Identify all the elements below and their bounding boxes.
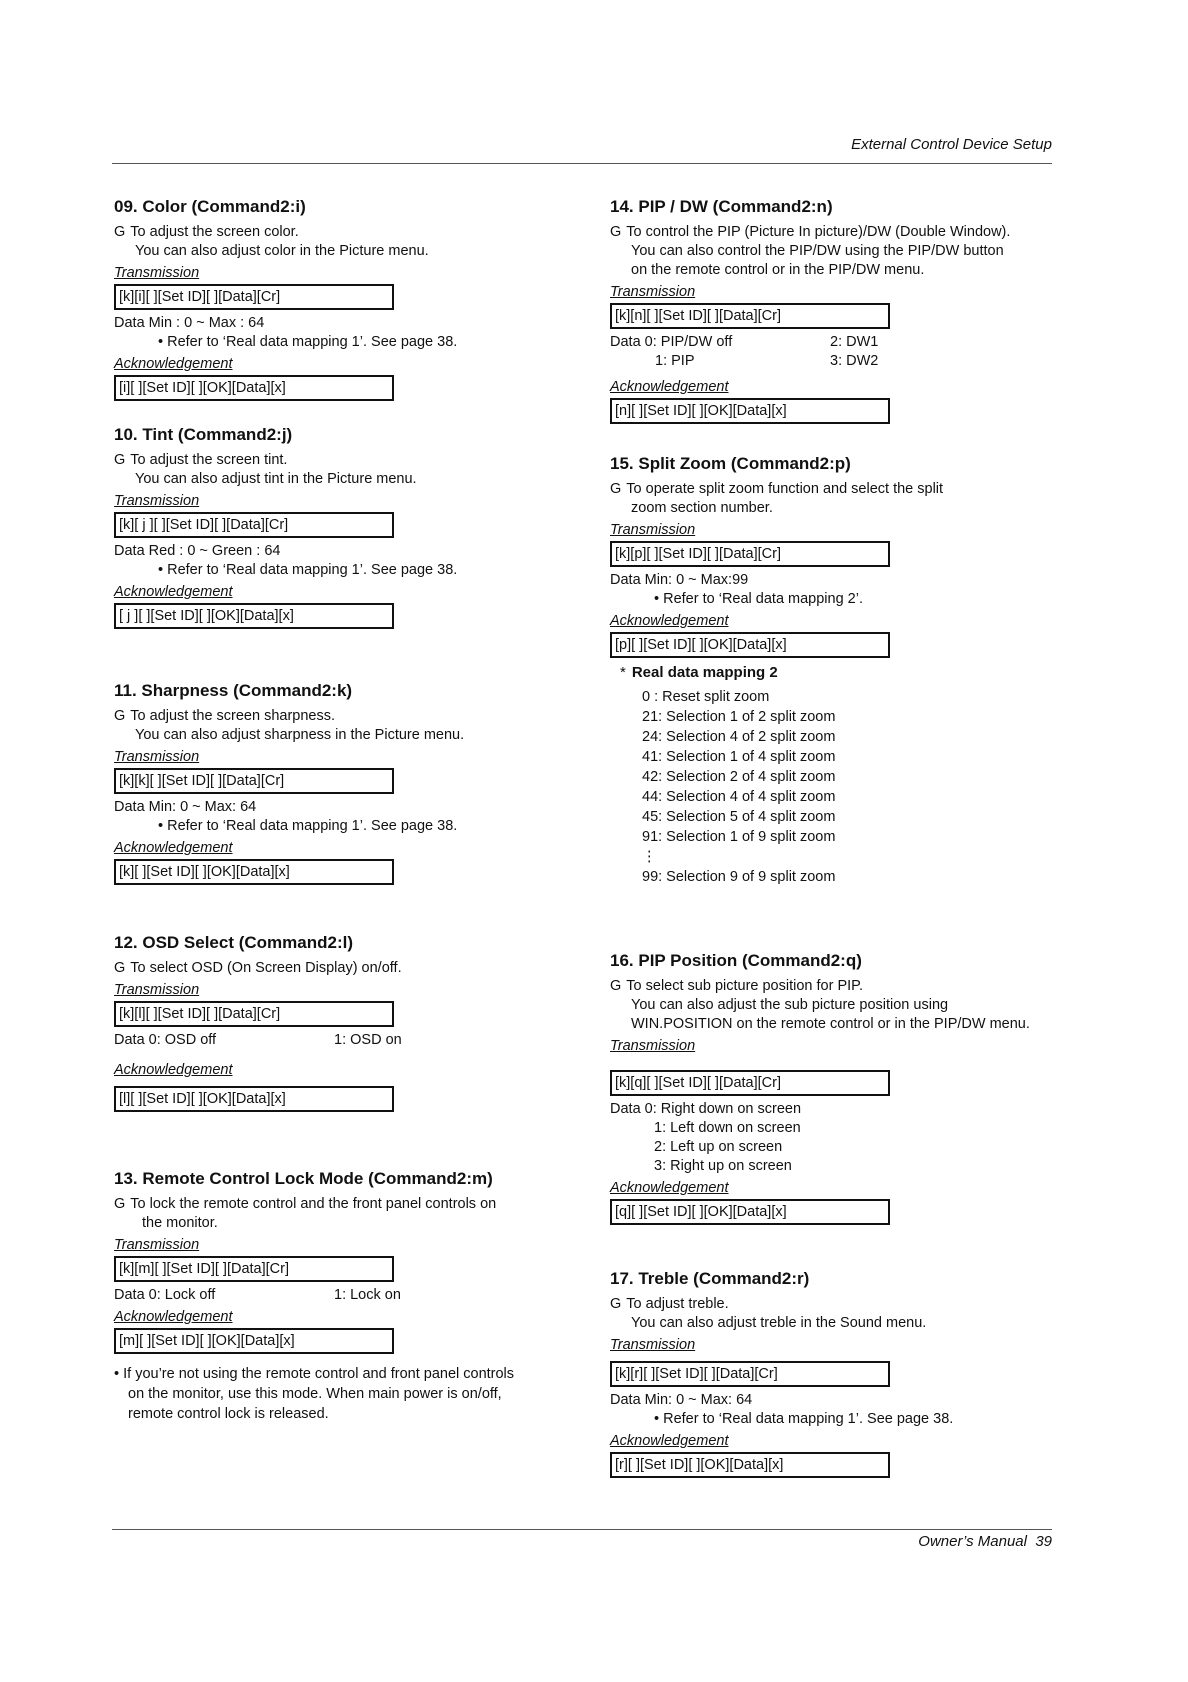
acknowledgement-box: [p][ ][Set ID][ ][OK][Data][x] bbox=[610, 632, 890, 658]
acknowledgement-box: [ j ][ ][Set ID][ ][OK][Data][x] bbox=[114, 603, 394, 629]
section-title: 16. PIP Position (Command2:q) bbox=[610, 951, 862, 970]
description: G To adjust the screen tint. You can also adjust tint in the Picture menu. bbox=[114, 452, 417, 487]
arrow-glyph: G bbox=[114, 1196, 126, 1212]
acknowledgement-box: [l][ ][Set ID][ ][OK][Data][x] bbox=[114, 1086, 394, 1112]
data-values: Data 0: Right down on screen bbox=[610, 1101, 802, 1117]
note: • Refer to ‘Real data mapping 1’. See page 38. bbox=[158, 818, 458, 834]
section-title: 09. Color (Command2:i) bbox=[114, 197, 306, 216]
section-remote-lock bbox=[114, 1169, 564, 1424]
acknowledgement-label: Acknowledgement bbox=[114, 840, 233, 856]
mapping-list bbox=[610, 687, 1060, 887]
section-title: 13. Remote Control Lock Mode (Command2:m) bbox=[114, 1169, 493, 1188]
description: G To select sub picture position for PIP. You can also adjust the sub picture position using WIN.POSITION on the remote control or in the PIP/DW menu. bbox=[610, 978, 1030, 1032]
section-title: 17. Treble (Command2:r) bbox=[610, 1269, 810, 1288]
acknowledgement-label: Acknowledgement bbox=[114, 1062, 233, 1078]
transmission-box: [k][m][ ][Set ID][ ][Data][Cr] bbox=[114, 1256, 394, 1282]
mapping-ellipsis: ⋮ bbox=[642, 849, 657, 865]
section-title: 10. Tint (Command2:j) bbox=[114, 425, 293, 444]
arrow-glyph: G bbox=[610, 1296, 622, 1312]
mapping-item: 99: Selection 9 of 9 split zoom bbox=[642, 869, 836, 885]
description: G To adjust the screen sharpness. You can also adjust sharpness in the Picture menu. bbox=[114, 708, 465, 743]
description: G To operate split zoom function and select the split zoom section number. bbox=[610, 481, 944, 516]
data-range: Data Min : 0 ~ Max : 64 bbox=[114, 315, 265, 331]
acknowledgement-label: Acknowledgement bbox=[610, 1433, 729, 1449]
mapping-item: 91: Selection 1 of 9 split zoom bbox=[642, 829, 836, 845]
mapping-item: 41: Selection 1 of 4 split zoom bbox=[642, 749, 836, 765]
arrow-glyph: G bbox=[114, 224, 126, 240]
left-column bbox=[114, 197, 564, 1424]
mapping-item: 44: Selection 4 of 4 split zoom bbox=[642, 789, 836, 805]
mapping-title: * Real data mapping 2 bbox=[620, 664, 778, 681]
right-column bbox=[610, 197, 1060, 1482]
arrow-glyph: G bbox=[114, 960, 126, 976]
page-footer: Owner’s Manual 39 bbox=[918, 1533, 1052, 1550]
transmission-label: Transmission bbox=[610, 1337, 696, 1353]
section-title: 12. OSD Select (Command2:l) bbox=[114, 933, 354, 952]
section-title: 15. Split Zoom (Command2:p) bbox=[610, 454, 851, 473]
data-range: Data Min: 0 ~ Max: 64 bbox=[610, 1392, 753, 1408]
transmission-box: [k][n][ ][Set ID][ ][Data][Cr] bbox=[610, 303, 890, 329]
section-sharpness bbox=[114, 681, 564, 933]
remote-lock-note: • If you’re not using the remote control and front panel controls on the monitor, use this mode. When main power is on/off, remote control lock is released. bbox=[114, 1366, 515, 1422]
transmission-box: [k][p][ ][Set ID][ ][Data][Cr] bbox=[610, 541, 890, 567]
mapping-item: 21: Selection 1 of 2 split zoom bbox=[642, 709, 836, 725]
description: G To lock the remote control and the front panel controls on the monitor. bbox=[114, 1196, 497, 1231]
note: • Refer to ‘Real data mapping 1’. See page 38. bbox=[158, 562, 458, 578]
transmission-label: Transmission bbox=[114, 1237, 200, 1253]
note: • Refer to ‘Real data mapping 2’. bbox=[654, 591, 864, 607]
data-values: Data 0: OSD off 1: OSD on bbox=[114, 1032, 402, 1048]
transmission-label: Transmission bbox=[114, 493, 200, 509]
description: G To adjust the screen color. You can also adjust color in the Picture menu. bbox=[114, 224, 429, 259]
description: G To control the PIP (Picture In picture)/DW (Double Window). You can also control the PIP/DW using the PIP/DW button on the remote control or in the PIP/DW menu. bbox=[610, 224, 1011, 278]
section-pip-dw bbox=[610, 197, 1060, 454]
section-osd bbox=[114, 933, 564, 1169]
data-values: 3: Right up on screen bbox=[654, 1158, 792, 1174]
transmission-label: Transmission bbox=[610, 1038, 696, 1054]
acknowledgement-box: [i][ ][Set ID][ ][OK][Data][x] bbox=[114, 375, 394, 401]
header-rule bbox=[112, 163, 1052, 164]
data-values: Data 0: PIP/DW off 2: DW1 bbox=[610, 334, 879, 350]
acknowledgement-box: [q][ ][Set ID][ ][OK][Data][x] bbox=[610, 1199, 890, 1225]
acknowledgement-box: [k][ ][Set ID][ ][OK][Data][x] bbox=[114, 859, 394, 885]
note: • Refer to ‘Real data mapping 1’. See page 38. bbox=[654, 1411, 954, 1427]
data-range: Data Min: 0 ~ Max: 64 bbox=[114, 799, 257, 815]
acknowledgement-label: Acknowledgement bbox=[610, 1180, 729, 1196]
transmission-label: Transmission bbox=[610, 284, 696, 300]
arrow-glyph: G bbox=[114, 708, 126, 724]
section-pip-position bbox=[610, 951, 1060, 1269]
section-title: 14. PIP / DW (Command2:n) bbox=[610, 197, 833, 216]
acknowledgement-box: [m][ ][Set ID][ ][OK][Data][x] bbox=[114, 1328, 394, 1354]
description: G To adjust treble. You can also adjust treble in the Sound menu. bbox=[610, 1296, 927, 1331]
section-title: 11. Sharpness (Command2:k) bbox=[114, 681, 353, 700]
footer-rule bbox=[112, 1529, 1052, 1530]
arrow-glyph: G bbox=[610, 978, 622, 994]
mapping-item: 0 : Reset split zoom bbox=[642, 689, 770, 705]
mapping-item: 45: Selection 5 of 4 split zoom bbox=[642, 809, 836, 825]
page-header: External Control Device Setup bbox=[851, 136, 1052, 153]
transmission-box: [k][l][ ][Set ID][ ][Data][Cr] bbox=[114, 1001, 394, 1027]
transmission-box: [k][ j ][ ][Set ID][ ][Data][Cr] bbox=[114, 512, 394, 538]
data-range: Data Red : 0 ~ Green : 64 bbox=[114, 543, 281, 559]
transmission-label: Transmission bbox=[114, 265, 200, 281]
transmission-box: [k][k][ ][Set ID][ ][Data][Cr] bbox=[114, 768, 394, 794]
transmission-label: Transmission bbox=[114, 749, 200, 765]
acknowledgement-label: Acknowledgement bbox=[610, 379, 729, 395]
transmission-label: Transmission bbox=[114, 982, 200, 998]
section-color bbox=[114, 197, 564, 425]
page-number: 39 bbox=[1035, 1533, 1052, 1550]
transmission-box: [k][r][ ][Set ID][ ][Data][Cr] bbox=[610, 1361, 890, 1387]
transmission-label: Transmission bbox=[610, 522, 696, 538]
acknowledgement-box: [n][ ][Set ID][ ][OK][Data][x] bbox=[610, 398, 890, 424]
data-values: 2: Left up on screen bbox=[654, 1139, 783, 1155]
transmission-box: [k][i][ ][Set ID][ ][Data][Cr] bbox=[114, 284, 394, 310]
arrow-glyph: G bbox=[610, 481, 622, 497]
transmission-box: [k][q][ ][Set ID][ ][Data][Cr] bbox=[610, 1070, 890, 1096]
mapping-item: 42: Selection 2 of 4 split zoom bbox=[642, 769, 836, 785]
section-treble bbox=[610, 1269, 1060, 1478]
acknowledgement-label: Acknowledgement bbox=[114, 584, 233, 600]
acknowledgement-box: [r][ ][Set ID][ ][OK][Data][x] bbox=[610, 1452, 890, 1478]
description: G To select OSD (On Screen Display) on/off. bbox=[114, 960, 402, 976]
acknowledgement-label: Acknowledgement bbox=[610, 613, 729, 629]
mapping-item: 24: Selection 4 of 2 split zoom bbox=[642, 729, 836, 745]
data-values: 1: PIP 3: DW2 bbox=[655, 353, 879, 369]
arrow-glyph: G bbox=[114, 452, 126, 468]
section-tint bbox=[114, 425, 564, 681]
acknowledgement-label: Acknowledgement bbox=[114, 1309, 233, 1325]
data-values: 1: Left down on screen bbox=[654, 1120, 801, 1136]
arrow-glyph: G bbox=[610, 224, 622, 240]
data-range: Data Min: 0 ~ Max:99 bbox=[610, 572, 749, 588]
section-split-zoom bbox=[610, 454, 1060, 951]
data-values: Data 0: Lock off 1: Lock on bbox=[114, 1287, 401, 1303]
acknowledgement-label: Acknowledgement bbox=[114, 356, 233, 372]
note: • Refer to ‘Real data mapping 1’. See page 38. bbox=[158, 334, 458, 350]
